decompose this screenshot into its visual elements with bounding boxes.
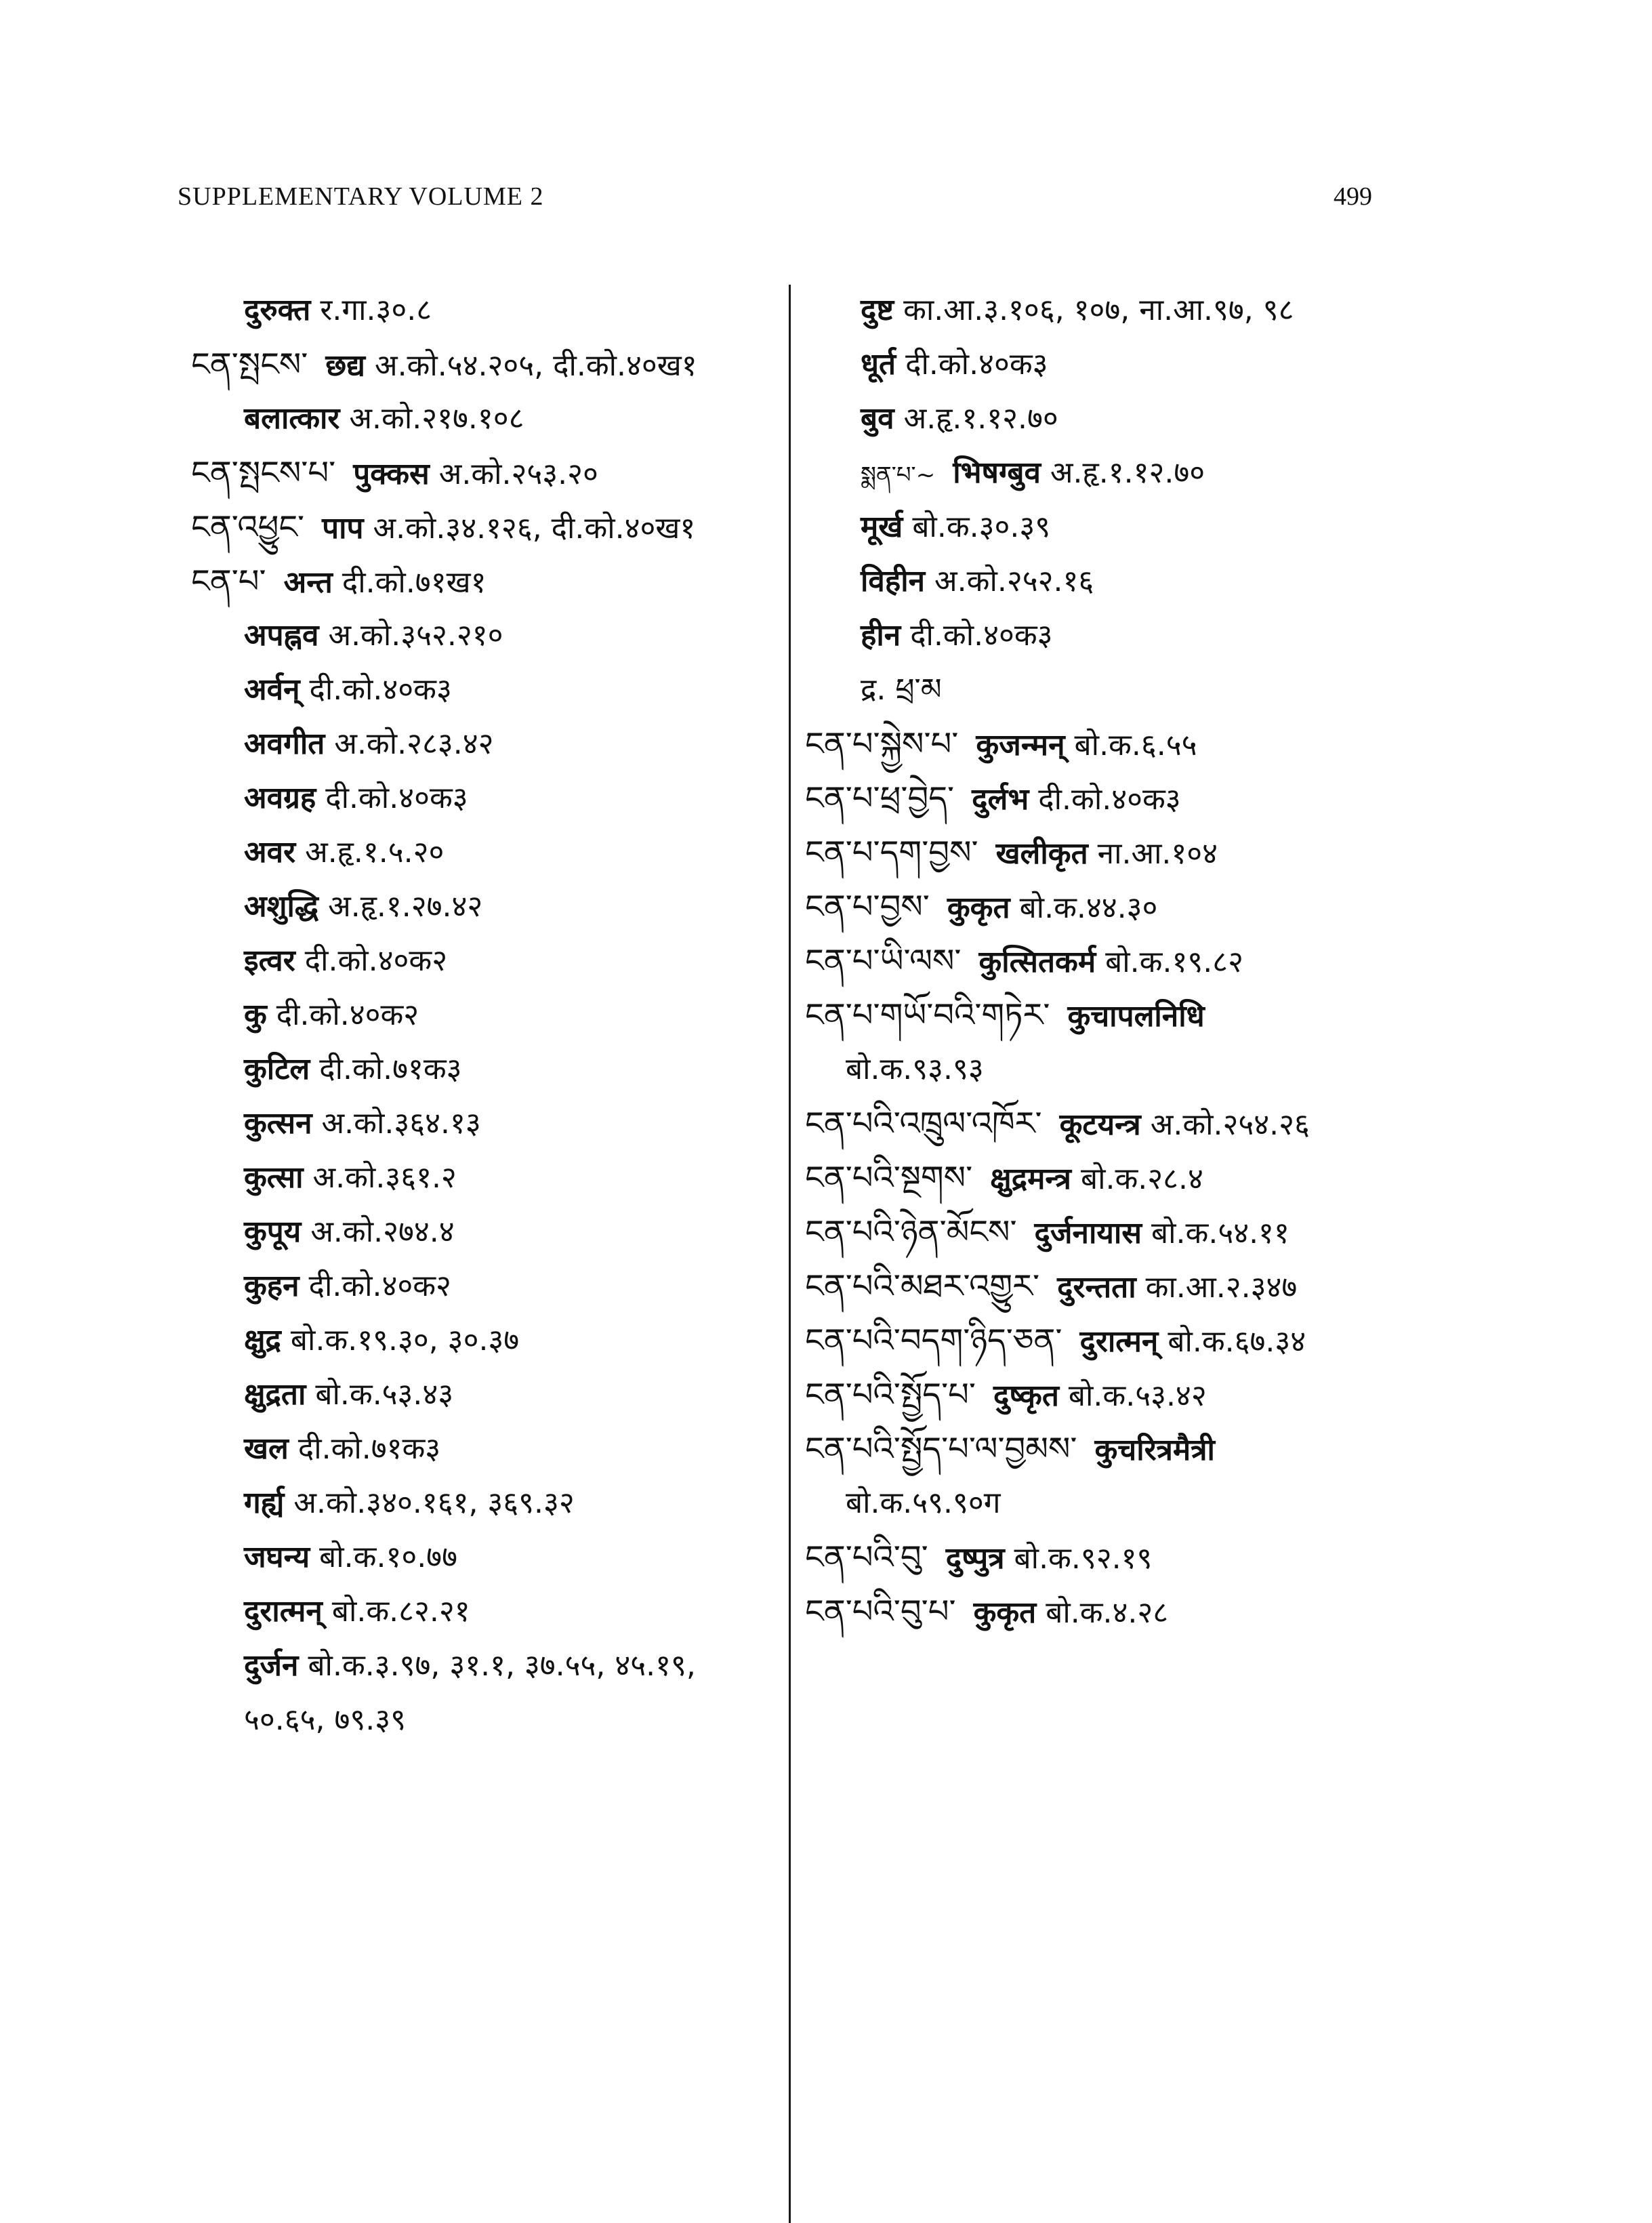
source-reference: दी.को.४०क२: [304, 943, 448, 978]
source-reference: ५०.६५, ७९.३९: [244, 1702, 406, 1737]
dictionary-entry: [191, 1639, 781, 1693]
source-reference: अ.हृ.१.१२.७०: [1050, 455, 1205, 490]
source-reference: दी.को.७१क३: [319, 1052, 462, 1086]
sanskrit-equivalent: कुकृत: [973, 1595, 1037, 1630]
sanskrit-equivalent: धूर्त: [861, 347, 896, 382]
dictionary-entry: [805, 1530, 1618, 1585]
sanskrit-equivalent: कुत्सितकर्म: [978, 945, 1096, 979]
dictionary-entry: [191, 717, 781, 771]
source-reference: ना.आ.१०४: [1097, 836, 1218, 871]
dictionary-entry: [191, 1313, 781, 1368]
right-column: [805, 283, 1618, 1639]
sanskrit-equivalent: दुरुक्त: [244, 293, 311, 327]
sanskrit-equivalent: अवगीत: [244, 727, 325, 761]
source-reference: बो.क.३०.३९: [912, 510, 1051, 544]
source-reference: बो.क.५४.११: [1151, 1216, 1289, 1250]
source-reference: बो.क.४.२८: [1046, 1595, 1169, 1630]
sanskrit-equivalent: कुकृत: [947, 891, 1010, 925]
source-reference: बो.क.३.९७, ३१.१, ३७.५५, ४५.१९,: [308, 1648, 696, 1683]
dictionary-entry: [805, 1205, 1618, 1259]
source-reference: बो.क.५३.४२: [1068, 1379, 1207, 1413]
source-reference: अ.को.२५२.१६: [934, 564, 1094, 598]
tibetan-headword: ངན་སྤངས་པ་: [191, 454, 336, 492]
tibetan-headword: ངན་པ་གཡོ་བའི་གཏེར་: [805, 996, 1050, 1034]
dictionary-entry: [191, 1530, 781, 1585]
dictionary-entry: [805, 1368, 1618, 1422]
dictionary-entry: [805, 880, 1618, 934]
sanskrit-equivalent: कुचापलनिधि: [1067, 999, 1205, 1034]
source-reference: अ.को.३६१.२: [312, 1160, 457, 1195]
dictionary-entry: [805, 717, 1618, 771]
dictionary-entry: [805, 988, 1618, 1042]
sanskrit-equivalent: दुरन्तता: [1057, 1270, 1136, 1305]
source-reference: अ.को.३५२.२१०: [328, 618, 503, 653]
source-reference: बो.क.८२.२१: [331, 1594, 470, 1629]
dictionary-entry: [191, 338, 781, 392]
source-reference: दी.को.४०क३: [309, 672, 452, 707]
source-reference: दी.को.४०क३: [325, 781, 468, 815]
sanskrit-equivalent: अन्त: [283, 565, 333, 600]
sanskrit-equivalent: जघन्य: [244, 1540, 310, 1574]
sanskrit-equivalent: अवर: [244, 835, 296, 870]
sanskrit-equivalent: बुव: [861, 401, 894, 436]
sanskrit-equivalent: दुर्जन: [244, 1648, 299, 1683]
source-reference: अ.को.२८३.४२: [334, 727, 494, 761]
page-number: 499: [1334, 182, 1372, 211]
tibetan-headword: ངན་པའི་མཐར་འགྱུར་: [805, 1267, 1040, 1305]
dictionary-entry: [191, 934, 781, 988]
source-reference: अ.को.५४.२०५, दी.को.४०ख१: [374, 348, 697, 383]
dictionary-entry: [805, 1097, 1618, 1151]
tibetan-headword: ངན་པའི་བདག་ཉིད་ཅན་: [805, 1322, 1062, 1360]
dictionary-entry: [191, 1151, 781, 1205]
dictionary-entry: [191, 880, 781, 934]
sanskrit-equivalent: पुक्कस: [353, 457, 430, 491]
dictionary-entry: [191, 392, 781, 446]
sanskrit-equivalent: इत्वर: [244, 943, 295, 978]
dictionary-entry: [191, 609, 781, 663]
source-reference: दी.को.४०क३: [1038, 782, 1181, 817]
sanskrit-equivalent: मूर्ख: [861, 510, 903, 544]
source-reference: बो.क.२८.४: [1080, 1162, 1203, 1196]
dictionary-entry: [805, 934, 1618, 988]
sanskrit-equivalent: दुरात्मन्: [244, 1594, 323, 1629]
dictionary-entry: [191, 663, 781, 717]
tibetan-headword: ངན་པ་སྐྱེས་པ་: [805, 725, 959, 763]
source-reference: अ.को.३४.१२६, दी.को.४०ख१: [373, 511, 696, 546]
dictionary-entry: [191, 446, 781, 500]
dictionary-entry: [805, 609, 1618, 663]
tibetan-headword: ངན་པ་བྱས་: [805, 888, 930, 926]
source-reference: दी.को.४०क३: [910, 618, 1053, 653]
sanskrit-equivalent: दुष्ट: [861, 293, 894, 327]
dictionary-entry: [191, 1205, 781, 1259]
dictionary-entry: [191, 554, 781, 609]
sanskrit-equivalent: अर्वन्: [244, 672, 300, 707]
sanskrit-equivalent: दुरात्मन्: [1079, 1324, 1159, 1359]
tibetan-headword: ངན་པའི་སྤྱོད་པ་ལ་བྱམས་: [805, 1430, 1077, 1468]
tibetan-headword: ངན་འཕྱུང་: [191, 508, 305, 546]
sanskrit-equivalent: कुचरित्रमैत्री: [1094, 1433, 1215, 1467]
sanskrit-equivalent: अशुद्धि: [244, 889, 319, 924]
source-reference: दी.को.४०क२: [308, 1269, 451, 1303]
dictionary-entry: [805, 283, 1618, 338]
sanskrit-equivalent: दुर्जनायास: [1034, 1216, 1142, 1250]
dictionary-entry: [805, 1476, 1618, 1530]
dictionary-entry: [805, 500, 1618, 554]
source-reference: बो.क.६.५५: [1074, 728, 1197, 762]
left-column: [191, 283, 781, 1747]
sanskrit-equivalent: कुत्सन: [244, 1106, 312, 1141]
source-reference: अ.को.३४०.१६१, ३६९.३२: [293, 1486, 575, 1520]
source-reference: अ.को.२१७.१०८: [349, 401, 524, 436]
sanskrit-equivalent: क्षुद्र: [244, 1323, 281, 1358]
source-reference: बो.क.१९.३०, ३०.३७: [290, 1323, 520, 1358]
dictionary-entry: [191, 1422, 781, 1476]
sanskrit-equivalent: विहीन: [861, 564, 926, 598]
dictionary-entry: [805, 1151, 1618, 1205]
dictionary-entry: [191, 988, 781, 1042]
source-reference: अ.हृ.१.२७.४२: [328, 889, 483, 924]
source-reference: दी.को.७१ख१: [342, 565, 487, 600]
sanskrit-equivalent: खलीकृत: [995, 836, 1088, 871]
dictionary-entry: [191, 1476, 781, 1530]
source-reference: दी.को.४०क३: [905, 347, 1048, 382]
source-reference: अ.को.२७४.४: [310, 1215, 455, 1249]
dictionary-entry: [805, 554, 1618, 609]
dictionary-entry: [191, 1693, 781, 1747]
dictionary-entry: [805, 1042, 1618, 1097]
dictionary-entry: [191, 1368, 781, 1422]
sanskrit-equivalent: दुष्पुत्र: [945, 1541, 1005, 1576]
dictionary-entry: [805, 446, 1618, 500]
tibetan-headword: ངན་པ་ཡི་ལས་: [805, 942, 962, 980]
sanskrit-equivalent: कुजन्मन्: [976, 728, 1065, 762]
source-reference: बो.क.९२.१९: [1014, 1541, 1153, 1576]
source-reference: अ.को.३६४.१३: [321, 1106, 481, 1141]
tibetan-headword: ངན་པའི་སྔགས་: [805, 1159, 973, 1197]
sanskrit-equivalent: कुपूय: [244, 1215, 302, 1249]
sanskrit-equivalent: बलात्कार: [244, 401, 340, 436]
dictionary-entry: [191, 825, 781, 880]
source-reference: अ.हृ.१.५.२०: [305, 835, 445, 870]
tibetan-headword: ངན་པ་: [191, 563, 266, 600]
dictionary-entry: [805, 1259, 1618, 1313]
dictionary-entry: [805, 1422, 1618, 1476]
sanskrit-equivalent: हीन: [861, 618, 901, 653]
source-reference: बो.क.९३.९३: [846, 1052, 984, 1086]
dictionary-entry: [805, 1585, 1618, 1639]
dictionary-entry: [805, 825, 1618, 880]
source-reference: का.आ.२.३४७: [1145, 1270, 1298, 1305]
sanskrit-equivalent: गर्ह्य: [244, 1486, 285, 1520]
tibetan-headword: ངན་པ་དག་བྱས་: [805, 834, 978, 872]
tibetan-headword: ངན་པ་ཕྲ་བྱེད་: [805, 779, 955, 817]
dictionary-entry: [805, 392, 1618, 446]
sanskrit-equivalent: खल: [244, 1431, 289, 1466]
dictionary-entry: [191, 1097, 781, 1151]
source-reference: द्र. ཕྲ་མ: [861, 672, 942, 707]
sanskrit-equivalent: कुहन: [244, 1269, 300, 1303]
tibetan-headword: སྨན་པ་~: [861, 462, 936, 489]
dictionary-entry: [191, 1259, 781, 1313]
dictionary-entry: [191, 500, 781, 554]
sanskrit-equivalent: अपह्नव: [244, 618, 319, 653]
sanskrit-equivalent: कूटयन्त्र: [1059, 1107, 1141, 1142]
dictionary-entry: [191, 1042, 781, 1097]
column-divider: [789, 285, 791, 2223]
sanskrit-equivalent: कुत्सा: [244, 1160, 304, 1195]
sanskrit-equivalent: पाप: [322, 511, 364, 546]
sanskrit-equivalent: अवग्रह: [244, 781, 316, 815]
sanskrit-equivalent: भिषग्बुव: [953, 455, 1041, 490]
source-reference: बो.क.४४.३०: [1019, 891, 1158, 925]
sanskrit-equivalent: दुष्कृत: [993, 1379, 1059, 1413]
sanskrit-equivalent: क्षुद्रता: [244, 1377, 306, 1412]
source-reference: का.आ.३.१०६, १०७, ना.आ.९७, ९८: [903, 293, 1294, 327]
source-reference: अ.हृ.१.१२.७०: [903, 401, 1058, 436]
source-reference: अ.को.२५३.२०: [438, 457, 598, 491]
tibetan-headword: ངན་པའི་བུ་པ་: [805, 1593, 956, 1631]
sanskrit-equivalent: छद्य: [325, 348, 365, 383]
dictionary-entry: [805, 338, 1618, 392]
sanskrit-equivalent: कुटिल: [244, 1052, 310, 1086]
tibetan-headword: ངན་པའི་བུ་: [805, 1538, 928, 1576]
running-header: SUPPLEMENTARY VOLUME 2: [178, 182, 544, 211]
tibetan-headword: ངན་སྤངས་: [191, 346, 308, 384]
sanskrit-equivalent: क्षुद्रमन्त्र: [990, 1162, 1071, 1196]
sanskrit-equivalent: कु: [244, 998, 267, 1032]
source-reference: बो.क.५३.४३: [315, 1377, 454, 1412]
sanskrit-equivalent: दुर्लभ: [972, 782, 1029, 817]
source-reference: बो.क.१०.७७: [319, 1540, 457, 1574]
source-reference: बो.क.६७.३४: [1168, 1324, 1306, 1359]
source-reference: बो.क.५९.९०ग: [846, 1486, 1001, 1520]
dictionary-entry: [805, 771, 1618, 825]
tibetan-headword: ངན་པའི་སྤྱོད་པ་: [805, 1376, 976, 1414]
dictionary-entry: [805, 663, 1618, 717]
dictionary-entry: [191, 1585, 781, 1639]
tibetan-headword: ངན་པའི་འཁྲུལ་འཁོར་: [805, 1105, 1042, 1143]
dictionary-entry: [191, 283, 781, 338]
source-reference: दी.को.४०क२: [276, 998, 419, 1032]
source-reference: बो.क.१९.८२: [1105, 945, 1243, 979]
tibetan-headword: ངན་པའི་ཉེན་མོངས་: [805, 1213, 1017, 1251]
dictionary-entry: [805, 1313, 1618, 1368]
source-reference: अ.को.२५४.२६: [1150, 1107, 1310, 1142]
dictionary-entry: [191, 771, 781, 825]
source-reference: र.गा.३०.८: [320, 293, 432, 327]
source-reference: दी.को.७१क३: [297, 1431, 441, 1466]
